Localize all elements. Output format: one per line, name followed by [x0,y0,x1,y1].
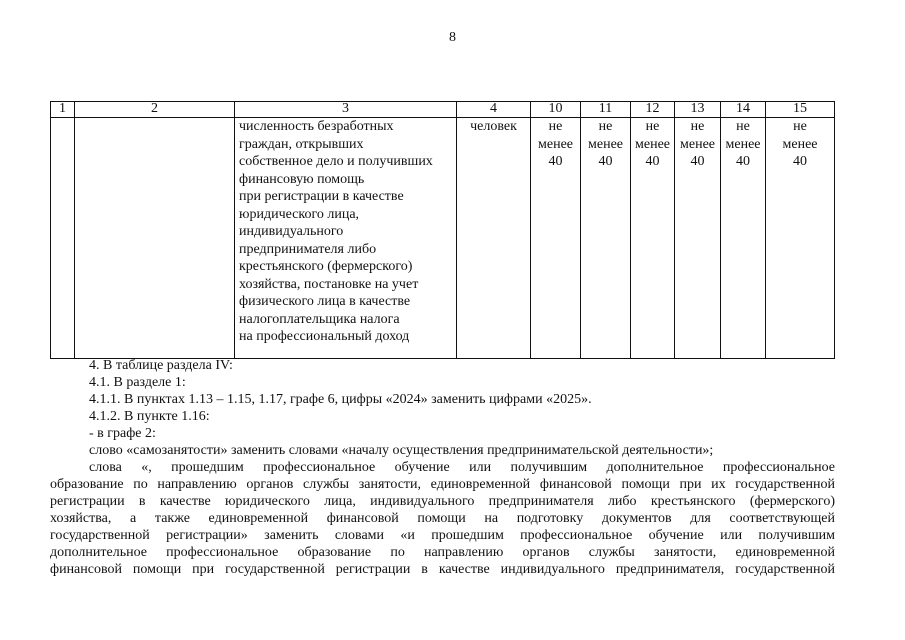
cell-indicator [235,118,457,359]
value-line: менее [635,136,670,152]
column-header: 12 [631,102,675,118]
paragraph: 4.1.1. В пунктах 1.13 – 1.15, 1.17, графе 6, цифры «2024» заменить цифрами «2025». [89,392,592,407]
cell-value [581,118,631,359]
column-header: 14 [721,102,766,118]
column-header: 3 [235,102,457,118]
value-line: 40 [548,154,563,169]
paragraph-line: регистрации в качестве юридического лица, индивидуального предпринимателя либо крестьянского (фермерского) [50,494,835,509]
cell-name [75,118,235,359]
indicator-line: крестьянского (фермерского) [239,259,413,274]
value-line: 40 [736,154,750,169]
paragraph-line: финансовой помощи при государственной регистрации в качестве индивидуального предпринимателя, государственной [50,562,835,577]
value-line: 40 [645,154,660,169]
paragraph-line: дополнительное профессиональное образование по направлению органов службы занятости, единовременной [50,545,835,560]
cell-value [675,118,721,359]
column-header: 4 [457,102,531,118]
value-line: не [690,119,705,134]
indicator-line: юридического лица, [239,206,360,222]
paragraph: - в графе 2: [89,426,156,441]
cell-value [631,118,675,359]
paragraph: 4.1. В разделе 1: [89,375,186,390]
paragraph-line: государственной регистрации» заменить словами «и прошедшим профессиональное обучение или получившим [50,528,835,543]
cell-value [766,118,835,359]
value-line: не [548,119,563,134]
table-header-row [51,102,835,118]
cell-unit: человек [457,118,531,359]
column-header: 11 [581,102,631,118]
column-header: 2 [75,102,235,118]
value-line: 40 [598,154,613,169]
indicator-line: хозяйства, постановке на учет [239,276,419,292]
value-line: не [645,119,660,134]
column-header: 15 [766,102,835,118]
value-line: менее [538,136,573,152]
indicator-line: собственное дело и получивших [239,154,433,169]
paragraph: слово «самозанятости» заменить словами «началу осуществления предпринимательской деятельности»; [89,443,714,458]
indicator-line: граждан, открывших [239,136,364,152]
cell-number [51,118,75,359]
value-line: не [736,119,750,134]
indicator-line: налогоплательщика налога [239,311,400,327]
value-line: менее [782,136,818,152]
indicator-line: численность безработных [239,119,394,134]
value-line: менее [725,136,761,152]
indicator-line: при регистрации в качестве [239,189,404,204]
indicator-line: индивидуального [239,224,344,239]
indicator-line: физического лица в качестве [239,294,411,309]
paragraph-line: хозяйства, а также единовременной финансовой помощи на подготовку документов для соответствующей [50,511,835,526]
value-line: не [793,119,807,134]
table-row [51,118,835,359]
paragraph-line: слова «, прошедшим профессиональное обучение или получившим дополнительное профессиональное [89,460,835,475]
value-line: менее [588,136,623,152]
column-header: 10 [531,102,581,118]
value-line: 40 [690,154,705,169]
page-number: 8 [449,30,456,45]
value-line: 40 [793,154,807,169]
cell-value [721,118,766,359]
value-line: не [598,119,613,134]
paragraph-line: образование по направлению органов службы занятости, единовременной финансовой помощи при их государственной [50,477,835,492]
paragraph: 4.1.2. В пункте 1.16: [89,409,210,424]
indicator-table [50,101,835,359]
column-header: 1 [51,102,75,118]
indicator-line: финансовую помощь [239,171,365,187]
indicator-line: на профессиональный доход [239,329,410,344]
indicator-line: предпринимателя либо [239,241,377,257]
value-line: менее [680,136,715,152]
paragraph: 4. В таблице раздела IV: [89,358,233,373]
cell-value [531,118,581,359]
document-body [50,357,835,578]
column-header: 13 [675,102,721,118]
